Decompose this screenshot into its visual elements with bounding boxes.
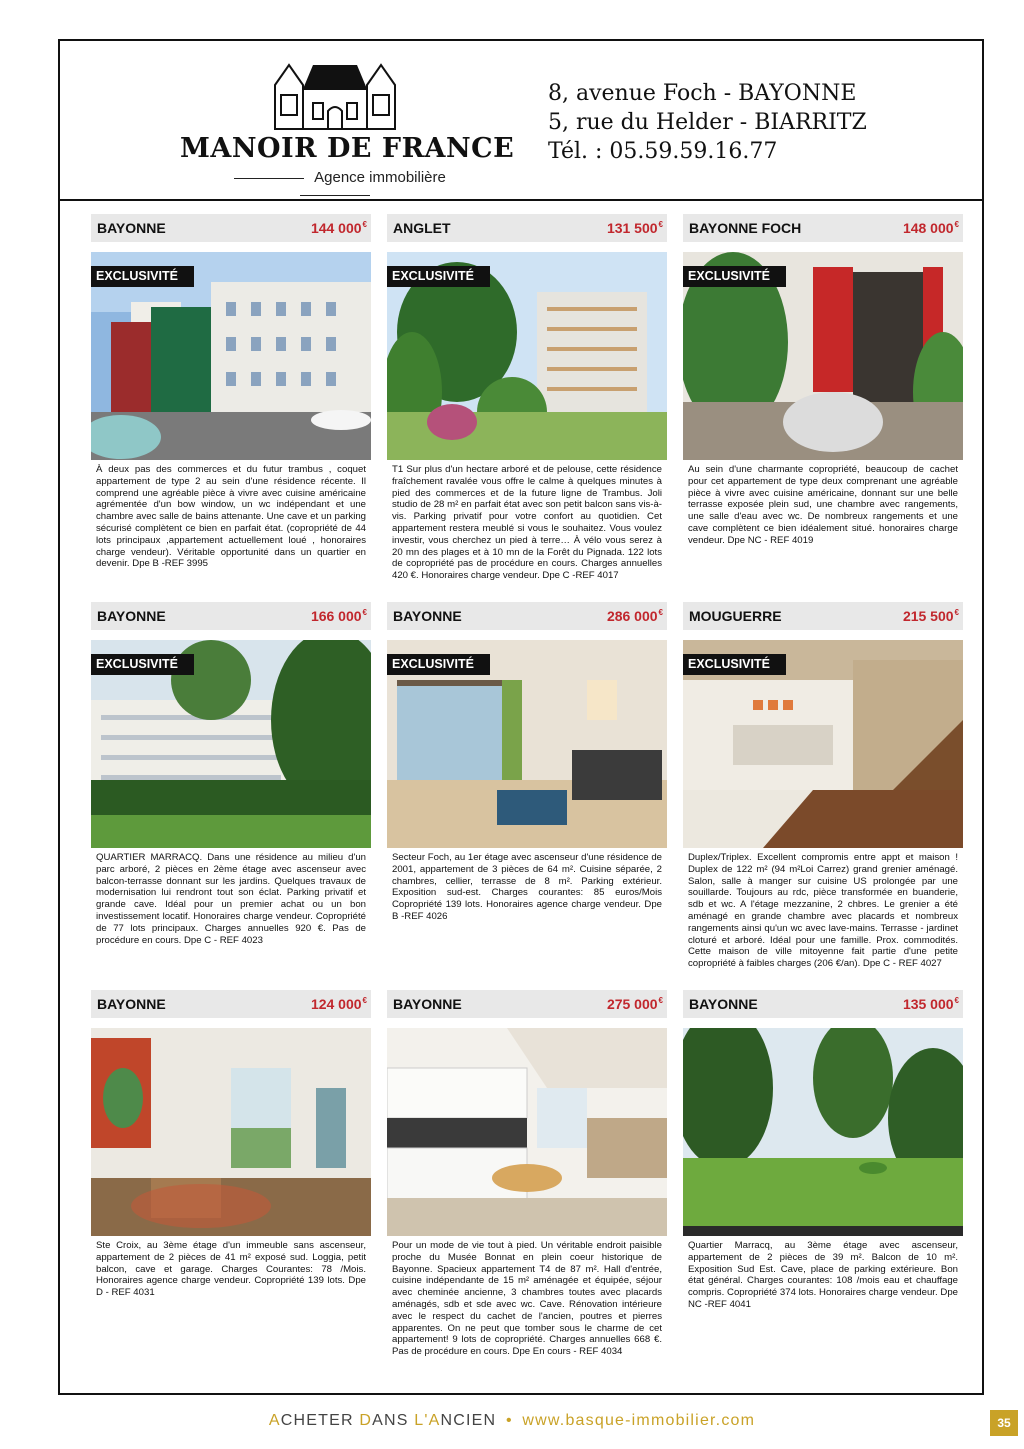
listing-price: 275 000€ (606, 996, 663, 1012)
exclusivity-badge: EXCLUSIVITÉ (91, 654, 194, 675)
footer-word: CHETER (280, 1412, 360, 1429)
listing-header (91, 602, 371, 630)
website-link[interactable]: www.basque-immobilier.com (522, 1412, 756, 1429)
exclusivity-badge: EXCLUSIVITÉ (387, 266, 490, 287)
listing-city: BAYONNE (97, 608, 166, 624)
address-biarritz: 5, rue du Helder - BIARRITZ (548, 110, 867, 135)
park-building-photo[interactable] (91, 640, 371, 848)
listing-description: QUARTIER MARRACQ. Dans une résidence au milieu d'un parc arboré, 2 pièces en 2ème étage avec ascenseur avec balcon-terrasse donnant sur les jardins. Quelques travaux de modernisation lui rendront tout son éclat. Parking privatif et grande cave. Idéal pour un premier achat ou un bon investissement locatif. Honoraires charge vendeur. Copropriété de 77 lots principaux. Charges annuelles 920 €. Pas de procédure en cours. Dpe C - REF 4023 (96, 852, 366, 946)
phone-number: Tél. : 05.59.59.16.77 (548, 139, 778, 164)
residence-photo[interactable] (387, 252, 667, 460)
listing-city: BAYONNE (393, 608, 462, 624)
listing-city: BAYONNE (393, 996, 462, 1012)
listing-price: 286 000€ (606, 608, 663, 624)
exclusivity-badge: EXCLUSIVITÉ (387, 654, 490, 675)
listing-description: Quartier Marracq, au 3ème étage avec ascenseur, appartement de 2 pièces de 39 m². Balcon de 10 m². Exposition Sud Est. Cave, place de parking extérieure. Bon état général. Charges courantes: 108 /mois eau et chauffage compris. Copropriété 374 lots. Honoraires charge vendeur. Dpe NC -REF 4041 (688, 1240, 958, 1310)
footer-initial: A (268, 1412, 281, 1429)
listing-description: Pour un mode de vie tout à pied. Un véritable endroit paisible proche du Musée Bonnat en plein coeur historique de Bayonne. Spacieux appartement T4 de 87 m². Hall d'entrée, cuisine indépendante de 15 m² aménagée et équipée, séjour avec cheminée ancienne, 3 chambres toutes avec placards aménagés, sdb et sde avec wc. Cave. Rénovation intérieure avec le respect du cachet de l'ancien, poutres et pierres apparentes. On ne peut que tomber sous le charme de cet appartement! 9 lots de copropriété. Charges annuelles 668 €. Pas de procédure en cours. Dpe En cours - REF 4034 (392, 1240, 662, 1358)
agency-header (58, 39, 984, 201)
exclusivity-badge: EXCLUSIVITÉ (683, 266, 786, 287)
listing-description: À deux pas des commerces et du futur trambus , coquet appartement de type 2 au sein d'une résidence récente. Il comprend une agréable pièce à vivre avec cuisine américaine agrémentée d'un bow window, un wc indépendant et une chambre avec salle de bains attenante. Une cave et un parking sécurisé complètent ce bien en parfait état. (copropriété de 44 lots principaux ,appartement actuellement loué , honoraires charge vendeur). Véritable opportunité dans un quartier en devenir. Dpe B -REF 3995 (96, 464, 366, 570)
listing-description: T1 Sur plus d'un hectare arboré et de pelouse, cette résidence fraîchement ravalée vous offre le calme à quelques minutes à pied des commerces et de la future ligne de Trambus. Joli studio de 28 m² en parfait état avec son petit balcon sans vis-à-vis. Parking privatif pour votre confort au quotidien. Cet appartement restera meublé si vous le souhaitez. Vous voulez investir, vous cherchez un pied à terre… À vélo vous serez à 20 mn des plages et à 10 mn de la Forêt du Pignada. 122 lots de copropriété pas de procédure en cours. Charges annuelles 420 €. Honoraires charge vendeur. Dpe C -REF 4017 (392, 464, 662, 582)
listing-header (387, 214, 667, 242)
listing-header (387, 990, 667, 1018)
agency-name: MANOIR DE FRANCE (180, 133, 515, 164)
page-footer (0, 1412, 1024, 1430)
listing-header (91, 990, 371, 1018)
bright-room-photo[interactable] (91, 1028, 371, 1236)
duplex-photo[interactable] (683, 640, 963, 848)
listing-price: 131 500€ (606, 220, 663, 236)
agency-logo (180, 59, 515, 199)
building-photo[interactable] (91, 252, 371, 460)
manor-house-icon (273, 59, 397, 131)
listing-price: 148 000€ (902, 220, 959, 236)
listing-description: Au sein d'une charmante copropriété, beaucoup de cachet pour cet appartement de type deux comprenant une agréable pièce à vivre avec cuisine américaine, donnant sur une belle terrasse exposée plein sud, une chambre avec rangements, une salle d'eau avec wc. De nombreux rangements et une cave complètent ce bien idéalement situé. honoraires charge vendeur. Dpe NC - REF 4019 (688, 464, 958, 546)
listing-description: Secteur Foch, au 1er étage avec ascenseur d'une résidence de 2001, appartement de 3 pièces de 64 m². Cuisine séparée, 2 chambres, cellier, terrasse de 8 m². Parking extérieur. Exposition sud-est. Charges courantes: 85 euros/Mois Copropriété 139 lots. Honoraires agence charge vendeur. Dpe B -REF 4026 (392, 852, 662, 922)
listing-city: ANGLET (393, 220, 451, 236)
agency-subtitle-text: Agence immobilière (314, 169, 446, 186)
terrace-photo[interactable] (683, 252, 963, 460)
listing-city: MOUGUERRE (689, 608, 782, 624)
listing-city: BAYONNE (97, 996, 166, 1012)
exclusivity-badge: EXCLUSIVITÉ (683, 654, 786, 675)
listing-header (387, 602, 667, 630)
listing-city: BAYONNE (97, 220, 166, 236)
living-room-photo[interactable] (387, 640, 667, 848)
listing-header (683, 214, 963, 242)
listing-price: 135 000€ (902, 996, 959, 1012)
footer-word: NCIEN (440, 1412, 497, 1429)
listing-header (91, 214, 371, 242)
footer-bullet: • (505, 1412, 513, 1429)
listing-city: BAYONNE (689, 996, 758, 1012)
footer-word: ANS (372, 1412, 415, 1429)
footer-initial: L'A (414, 1412, 441, 1429)
agency-contact (548, 79, 867, 166)
listing-price: 166 000€ (310, 608, 367, 624)
agency-subtitle (180, 169, 490, 203)
listing-header (683, 990, 963, 1018)
exclusivity-badge: EXCLUSIVITÉ (91, 266, 194, 287)
address-bayonne: 8, avenue Foch - BAYONNE (548, 81, 857, 106)
garden-view-photo[interactable] (683, 1028, 963, 1236)
kitchen-photo[interactable] (387, 1028, 667, 1236)
listing-description: Duplex/Triplex. Excellent compromis entre appt et maison ! Duplex de 122 m² (94 m²Loi Carrez) grand grenier aménagé. Salon, salle à manger sur cuisine US prolongée par une souillarde. Toujours au rdc, pièce transformée en buanderie, sdb et wc. A l'étage mezzanine, 2 chbres. Le grenier a été aménagé en grande chambre avec placards et nombreux rangements ainsi qu'un wc avec lave-mains. Terrasse - jardinet cloturé et arboré. Idéal pour une famille. Prox. commodités. Cette maison de ville mitoyenne fait partie d'une petite copropriété à faibles charges (206 €/an). Dpe C - REF 4027 (688, 852, 958, 970)
page-number: 35 (990, 1410, 1018, 1436)
listing-price: 144 000€ (310, 220, 367, 236)
listing-city: BAYONNE FOCH (689, 220, 802, 236)
listing-price: 215 500€ (902, 608, 959, 624)
listing-price: 124 000€ (310, 996, 367, 1012)
listing-description: Ste Croix, au 3ème étage d'un immeuble sans ascenseur, appartement de 2 pièces de 41 m² exposé sud. Loggia, petit balcon, cave et garage. Charges Courantes: 78 /Mois. Honoraires agence charge vendeur. Copropriété 139 lots. Dpe D - REF 4031 (96, 1240, 366, 1299)
footer-initial: D (359, 1412, 373, 1429)
listing-header (683, 602, 963, 630)
